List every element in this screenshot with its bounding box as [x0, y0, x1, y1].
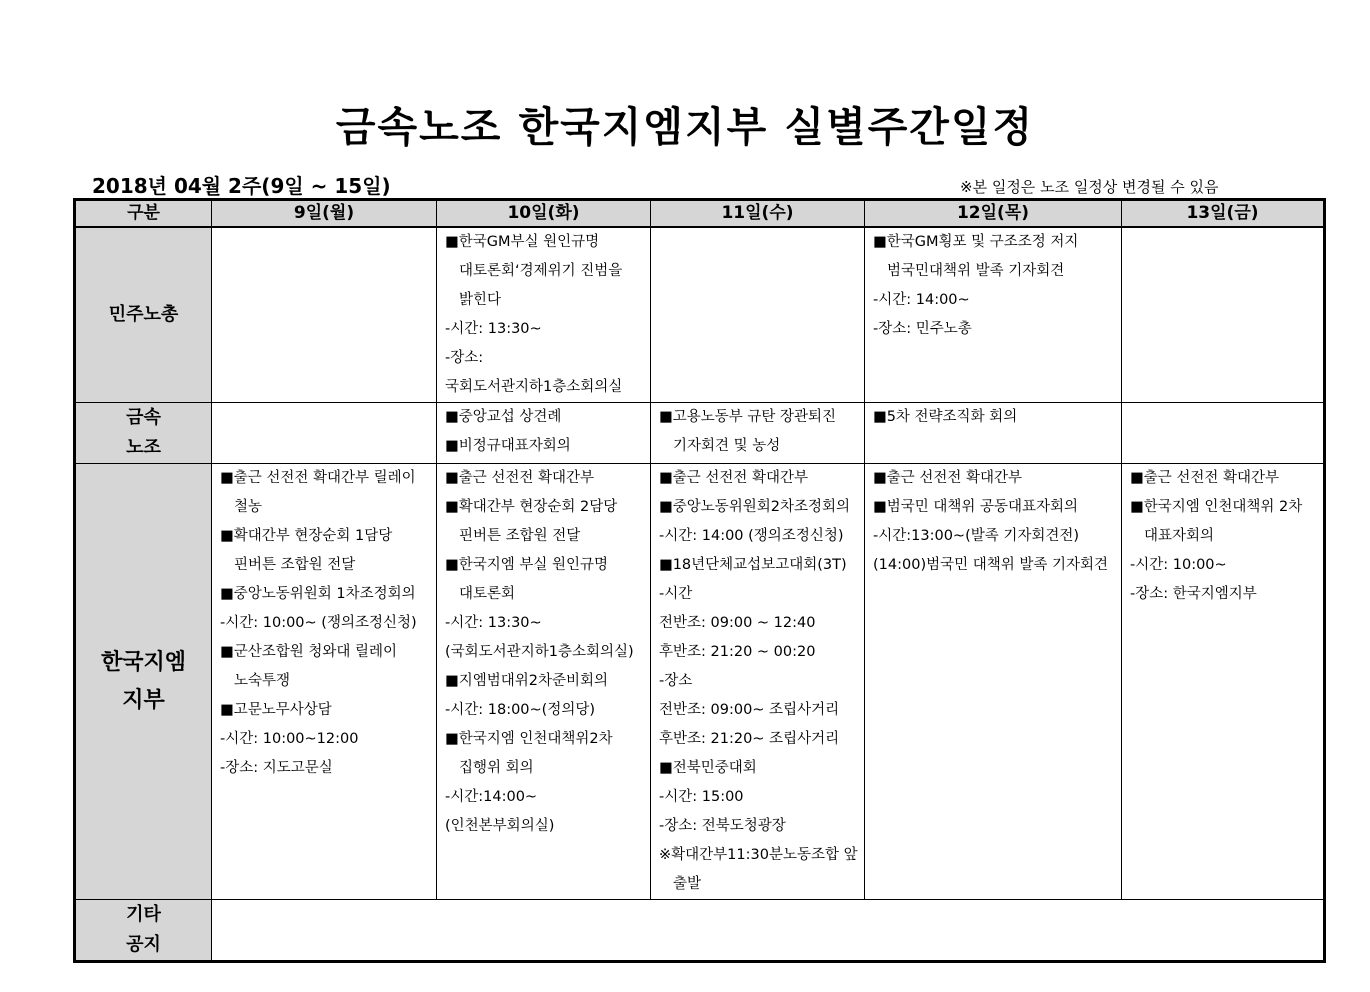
schedule-item: ■출근 선전전 확대간부	[1130, 470, 1279, 486]
row-label-line: 지부	[122, 687, 165, 713]
schedule-item: -시간	[659, 586, 693, 602]
schedule-list	[1122, 464, 1323, 609]
schedule-item: -시간: 15:00	[659, 789, 744, 805]
row-label-line: 공지	[126, 934, 161, 955]
schedule-list	[212, 464, 436, 783]
schedule-list	[651, 464, 864, 899]
cell-kmwu-wed	[651, 403, 865, 464]
schedule-item: ■중앙교섭 상견례	[445, 409, 562, 425]
row-label-line: 기타	[126, 904, 161, 925]
schedule-item: ■전북민중대회	[659, 760, 757, 776]
cell-gmkorea-tue	[437, 464, 651, 900]
row-label-kctu	[76, 227, 212, 403]
cell-kctu-tue	[437, 227, 651, 403]
schedule-item: ■중앙노동위원회 1차조정회의	[220, 586, 416, 602]
schedule-item: ■군산조합원 청와대 릴레이 노숙투쟁	[220, 644, 397, 689]
other-notice-cell	[212, 900, 1324, 961]
schedule-item: ■출근 선전전 확대간부	[445, 470, 594, 486]
schedule-item: -시간:13:00~(발족 기자회견전)	[873, 528, 1080, 544]
schedule-item: ■확대간부 현장순회 2담당 핀버튼 조합원 전달	[445, 499, 618, 544]
schedule-item: ■한국지엠 인천대책위2차 집행위 회의	[445, 731, 613, 776]
col-header-fri: 13일(금)	[1122, 201, 1324, 228]
row-label-line: 민주노총	[108, 304, 179, 325]
schedule-item: -시간: 13:30~(국회도서관지하1층소회의실)	[445, 615, 634, 660]
cell-kmwu-thu	[865, 403, 1122, 464]
schedule-item: -장소	[659, 673, 693, 689]
col-header-category: 구분	[76, 201, 212, 228]
col-header-wed: 11일(수)	[651, 201, 865, 228]
schedule-item: ■중앙노동위원회2차조정회의	[659, 499, 851, 515]
schedule-item: ※확대간부11:30분노동조합 앞 출발	[659, 847, 858, 892]
row-gmkorea	[76, 464, 1324, 900]
cell-kctu-wed	[651, 227, 865, 403]
cell-kctu-thu	[865, 227, 1122, 403]
row-label-line: 노조	[126, 437, 161, 458]
schedule-item: -시간: 14:00~	[873, 292, 970, 308]
schedule-item: ■18년단체교섭보고대회(3T)	[659, 557, 847, 573]
schedule-item: -장소: 지도고문실	[220, 760, 333, 776]
schedule-list	[437, 403, 650, 461]
schedule-item: -장소: 전북도청광장	[659, 818, 786, 834]
schedule-item: 후반조: 21:20~ 조립사거리	[659, 731, 840, 747]
cell-kmwu-tue	[437, 403, 651, 464]
schedule-item: ■출근 선전전 확대간부	[659, 470, 808, 486]
schedule-item: (14:00)범국민 대책위 발족 기자회견	[873, 557, 1109, 573]
row-label-kmwu	[76, 403, 212, 464]
row-kctu	[76, 227, 1324, 403]
schedule-list	[437, 228, 650, 402]
schedule-item: ■범국민 대책위 공동대표자회의	[873, 499, 1079, 515]
row-label-line: 금속	[126, 407, 161, 428]
schedule-item: ■한국지엠 부실 원인규명 대토론회	[445, 557, 608, 602]
cell-kctu-mon	[212, 227, 437, 403]
row-label-line: 한국지엠	[100, 649, 186, 675]
cell-kmwu-fri	[1122, 403, 1324, 464]
schedule-item: ■5차 전략조직화 회의	[873, 409, 1018, 425]
row-kmwu	[76, 403, 1324, 464]
schedule-item: ■출근 선전전 확대간부 릴레이 철농	[220, 470, 416, 515]
schedule-item: ■지엠범대위2차준비회의	[445, 673, 608, 689]
schedule-item: ■고용노동부 규탄 장관퇴진 기자회견 및 농성	[659, 409, 836, 454]
cell-gmkorea-wed	[651, 464, 865, 900]
schedule-item: -장소: 한국지엠지부	[1130, 586, 1257, 602]
schedule-item: 전반조: 09:00 ~ 12:40	[659, 615, 816, 631]
schedule-item: -장소: 민주노총	[873, 321, 972, 337]
week-label: 2018년 04월 2주(9일 ~ 15일)	[92, 174, 391, 198]
col-header-mon: 9일(월)	[212, 201, 437, 228]
cell-gmkorea-mon	[212, 464, 437, 900]
schedule-item: ■확대간부 현장순회 1담당 핀버튼 조합원 전달	[220, 528, 393, 573]
schedule-item: -시간: 10:00~ (쟁의조정신청)	[220, 615, 417, 631]
schedule-item: ■출근 선전전 확대간부	[873, 470, 1022, 486]
schedule-item: -시간: 18:00~(정의당)	[445, 702, 596, 718]
schedule-item: 후반조: 21:20 ~ 00:20	[659, 644, 816, 660]
col-header-tue: 10일(화)	[437, 201, 651, 228]
schedule-notice: ※본 일정은 노조 일정상 변경될 수 있음	[960, 178, 1219, 196]
schedule-list	[437, 464, 650, 841]
row-label-gmkorea	[76, 464, 212, 900]
schedule-list	[865, 403, 1121, 432]
schedule-item: ■비정규대표자회의	[445, 438, 571, 454]
schedule-item: ■고문노무사상담	[220, 702, 332, 718]
row-label-other	[76, 900, 212, 961]
schedule-item: -시간: 13:30~	[445, 321, 542, 337]
schedule-list	[865, 228, 1121, 344]
header-row	[76, 201, 1324, 228]
schedule-list	[651, 403, 864, 461]
col-header-thu: 12일(목)	[865, 201, 1122, 228]
schedule-item: -시간: 10:00~	[1130, 557, 1227, 573]
schedule-item: -시간: 14:00 (쟁의조정신청)	[659, 528, 844, 544]
schedule-item: -장소:국회도서관지하1층소회의실	[445, 350, 623, 395]
schedule-item: -시간:14:00~(인천본부회의실)	[445, 789, 555, 834]
page-title: 금속노조 한국지엠지부 실별주간일정	[335, 103, 1035, 151]
cell-kctu-fri	[1122, 227, 1324, 403]
cell-gmkorea-fri	[1122, 464, 1324, 900]
schedule-item: ■한국GM부실 원인규명 대토론회‘경제위기 진범을 밝힌다	[445, 234, 623, 308]
schedule-item: 전반조: 09:00~ 조립사거리	[659, 702, 840, 718]
schedule-table	[75, 200, 1324, 961]
schedule-list	[865, 464, 1121, 580]
cell-kmwu-mon	[212, 403, 437, 464]
cell-gmkorea-thu	[865, 464, 1122, 900]
other-row	[76, 900, 1324, 961]
schedule-item: ■한국GM횡포 및 구조조정 저지 범국민대책위 발족 기자회견	[873, 234, 1079, 279]
schedule-item: ■한국지엠 인천대책위 2차 대표자회의	[1130, 499, 1303, 544]
schedule-item: -시간: 10:00~12:00	[220, 731, 359, 747]
